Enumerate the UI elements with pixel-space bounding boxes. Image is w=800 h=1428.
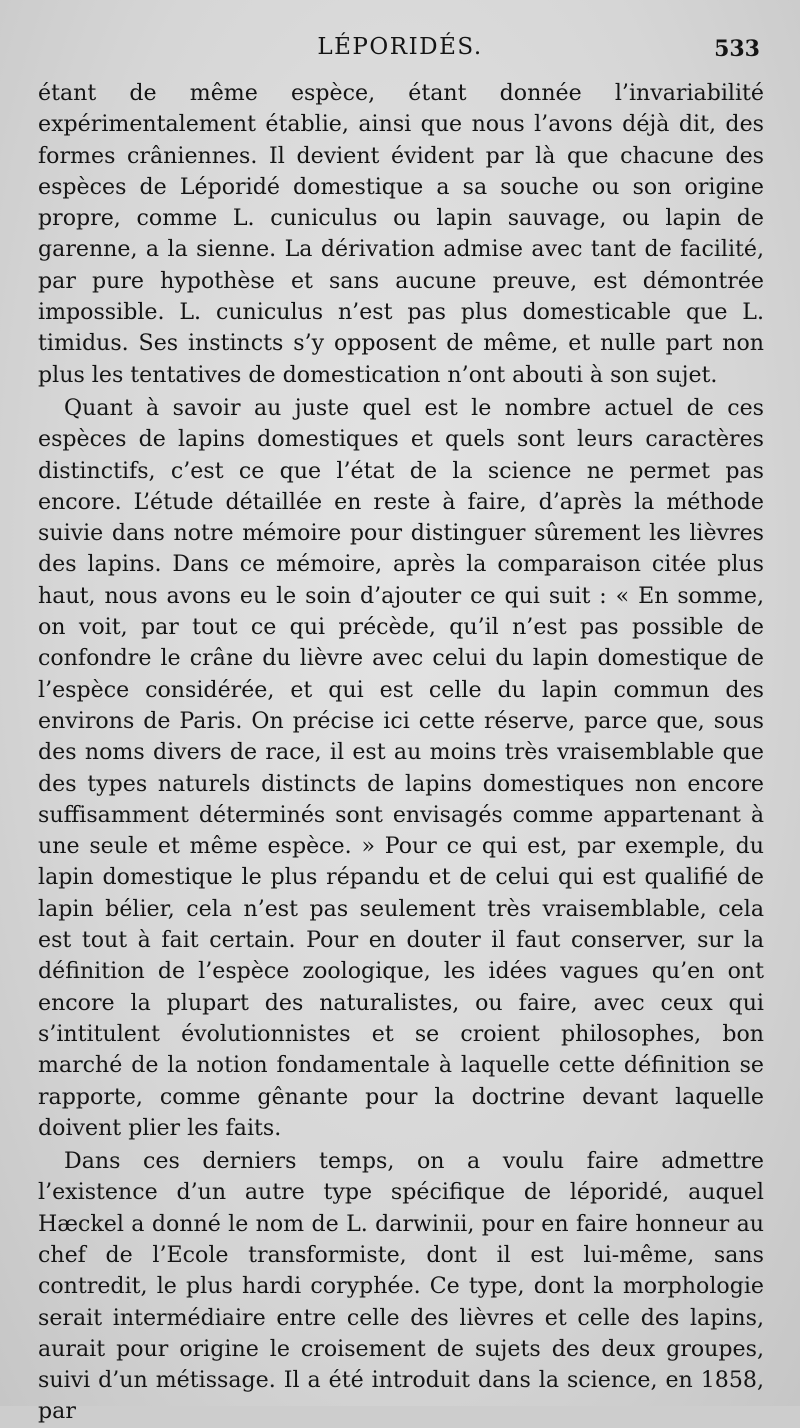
- body-text: [38, 78, 764, 1428]
- page-number: 533: [714, 36, 760, 62]
- running-title: LÉPORIDÉS.: [317, 34, 483, 60]
- paragraph-continued: étant de même espèce, étant donnée l’invariabilité expérimentalement établie, ainsi que nous l’avons déjà dit, des formes crâniennes. Il devient évident par là que chacune des espèces de Léporidé domestique a sa souche ou son origine propre, comme L. cuniculus ou lapin sauvage, ou lapin de garenne, a la sienne. La dérivation admise avec tant de facilité, par pure hypothèse et sans aucune preuve, est démontrée impossible. L. cuniculus n’est pas plus domesticable que L. timidus. Ses instincts s’y opposent de même, et nulle part non plus les tentatives de domestication n’ont abouti à son sujet.: [38, 80, 764, 388]
- running-head: [0, 34, 800, 70]
- paragraph: Quant à savoir au juste quel est le nombre actuel de ces espèces de lapins domestiques et quels sont leurs caractères distinctifs, c’est ce que l’état de la science ne permet pas encore. L’étude détaillée en reste à faire, d’après la méthode suivie dans notre mémoire pour distinguer sûrement les lièvres des lapins. Dans ce mémoire, après la comparaison citée plus haut, nous avons eu le soin d’ajouter ce qui suit : « En somme, on voit, par tout ce qui précède, qu’il n’est pas possible de confondre le crâne du lièvre avec celui du lapin domestique de l’espèce considérée, et qui est celle du lapin commun des environs de Paris. On précise ici cette réserve, parce que, sous des noms divers de race, il est au moins très vraisemblable que des types naturels distincts de lapins domestiques non encore suffisamment déterminés sont envisagés comme appartenant à une seule et même espèce. » Pour ce qui est, par exemple, du lapin domestique le plus répandu et de celui qui est qualifié de lapin bélier, cela n’est pas seulement très vraisemblable, cela est tout à fait certain. Pour en douter il faut conserver, sur la définition de l’espèce zoologique, les idées vagues qu’en ont encore la plupart des naturalistes, ou faire, avec ceux qui s’intitulent évolutionnistes et se croient philosophes, bon marché de la notion fondamentale à laquelle cette définition se rapporte, comme gênante pour la doctrine devant laquelle doivent plier les faits.: [38, 394, 764, 1141]
- paragraph: Dans ces derniers temps, on a voulu faire admettre l’existence d’un autre type spécifique de léporidé, auquel Hæckel a donné le nom de L. darwinii, pour en faire honneur au chef de l’Ecole transformiste, dont il est lui-même, sans contredit, le plus hardi coryphée. Ce type, dont la morphologie serait intermédiaire entre celle des lièvres et celle des lapins, aurait pour origine le croisement de sujets des deux groupes, suivi d’un métissage. Il a été introduit dans la science, en 1858, par: [38, 1148, 764, 1425]
